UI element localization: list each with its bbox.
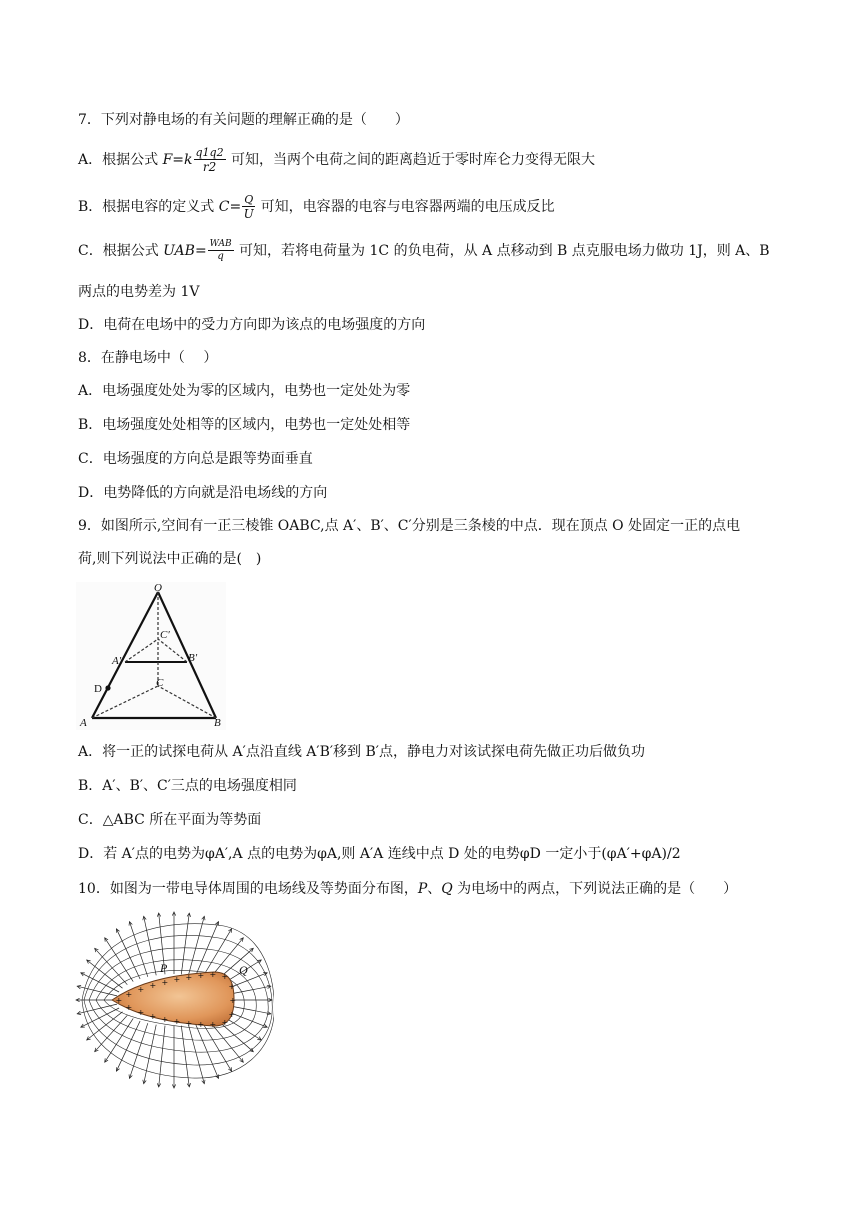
q7-b-fraction: $\frac{Q}{U}$ <box>243 193 254 221</box>
q7-option-b: B．根据电容的定义式 C= $\frac{Q}{U}$ 可知，电容器的电容与电容器两端的电压成反比 <box>78 193 555 221</box>
plus-charge: + <box>115 996 123 1005</box>
q8-option-c: C．电场强度的方向总是跟等势面垂直 <box>78 451 313 467</box>
label-C: C <box>156 677 164 689</box>
plus-charge: + <box>137 1008 145 1017</box>
plus-charge: + <box>173 1017 181 1026</box>
field-line <box>130 922 148 977</box>
field-line-arrow <box>105 1058 108 1062</box>
field-line <box>144 916 157 975</box>
plus-charge: + <box>149 981 157 990</box>
q9-option-d: D．若 A′点的电势为φA′,A 点的电势为φA,则 A′A 连线中点 D 处的电势φD 一定小于(φA′+φA)/2 <box>78 846 681 862</box>
label-A: A <box>80 717 87 729</box>
plus-charge: + <box>229 996 237 1005</box>
field-line-arrow <box>105 938 108 942</box>
q7-option-c-cont: 两点的电势差为 1V <box>78 284 200 300</box>
q10-point-Q: Q <box>441 881 453 897</box>
field-line <box>81 1008 119 1027</box>
q9-stem-line2: 荷,则下列说法中正确的是( ) <box>78 551 262 567</box>
plus-charge: + <box>228 982 236 991</box>
plus-charge: + <box>209 1020 217 1029</box>
plus-charge: + <box>185 973 193 982</box>
q9-option-a: A．将一正的试探电荷从 A′点沿直线 A′B′移到 B′点，静电力对该试探电荷先做正功后做负功 <box>78 744 645 760</box>
label-O: O <box>154 582 162 594</box>
plus-charge: + <box>173 975 181 984</box>
q7-b-formula: C= <box>218 199 242 215</box>
q10-stem: 10．如图为一带电导体周围的电场线及等势面分布图，P、Q 为电场中的两点，下列说法正确的是（ ） <box>78 881 738 897</box>
plus-charge: + <box>185 1019 193 1028</box>
field-line <box>116 929 140 979</box>
label-P: P <box>160 961 168 975</box>
plus-charge: + <box>221 972 229 981</box>
label-D: D <box>94 683 102 695</box>
plus-charge: + <box>137 985 145 994</box>
field-line <box>188 1025 204 1084</box>
field-line <box>159 1026 165 1087</box>
q8-stem: 8．在静电场中（ ） <box>78 350 218 366</box>
q7-a-formula: F=k <box>162 152 193 168</box>
plus-charge: + <box>197 1020 205 1029</box>
q7-c-fraction: $\frac{\text{WAB}}{q}$ <box>209 239 232 262</box>
plus-charge: + <box>221 1018 229 1027</box>
field-line <box>195 1023 218 1078</box>
label-C1: C′ <box>160 629 170 641</box>
label-B1: B′ <box>188 652 198 664</box>
plus-charge: + <box>197 971 205 980</box>
q7-option-c: C．根据公式 UAB= $\frac{\text{WAB}}{q}$ 可知，若将电荷量为 1C 的负电荷，从 A 点移动到 B 点克服电场力做功 1J，则 A、B <box>78 239 770 262</box>
field-lines-figure <box>74 908 274 1090</box>
q8-option-b: B．电场强度处处相等的区域内，电势也一定处处相等 <box>78 417 411 433</box>
plus-charge: + <box>209 970 217 979</box>
plus-charge: + <box>149 1012 157 1021</box>
pyramid-figure <box>76 582 226 730</box>
plus-charge: + <box>228 1010 236 1019</box>
q7-option-d: D．电荷在电场中的受力方向即为该点的电场强度的方向 <box>78 317 426 333</box>
field-line <box>188 916 204 975</box>
q7-stem: 7．下列对静电场的有关问题的理解正确的是（ ） <box>78 112 409 128</box>
q9-option-c: C．△ABC 所在平面为等势面 <box>78 812 262 828</box>
field-line <box>181 913 189 974</box>
q10-point-P: P <box>417 881 428 897</box>
plus-charge: + <box>161 1015 169 1024</box>
label-Q: Q <box>239 963 248 977</box>
point-D <box>105 685 110 690</box>
q9-stem-line1: 9．如图所示,空间有一正三棱锥 OABC,点 A′、B′、C′分别是三条棱的中点．现在顶点 O 处固定一正的点电 <box>78 518 741 534</box>
field-line <box>144 1025 157 1084</box>
plus-charge: + <box>125 1003 133 1012</box>
q8-option-d: D．电势降低的方向就是沿电场线的方向 <box>78 485 328 501</box>
q7-c-formula: UAB= <box>163 243 207 259</box>
q9-option-b: B．A′、B′、C′三点的电场强度相同 <box>78 778 297 794</box>
plus-charge: + <box>161 978 169 987</box>
q7-option-a: A．根据公式 F=k $\frac{q1q2}{r2}$ 可知，当两个电荷之间的距离趋近于零时库仑力变得无限大 <box>78 146 596 174</box>
label-A1: A′ <box>112 655 122 667</box>
label-B: B <box>214 717 221 729</box>
q8-option-a: A．电场强度处处为零的区域内，电势也一定处处为零 <box>78 383 411 399</box>
q7-a-fraction: $\frac{q1q2}{r2}$ <box>195 146 224 174</box>
plus-charge: + <box>125 990 133 999</box>
